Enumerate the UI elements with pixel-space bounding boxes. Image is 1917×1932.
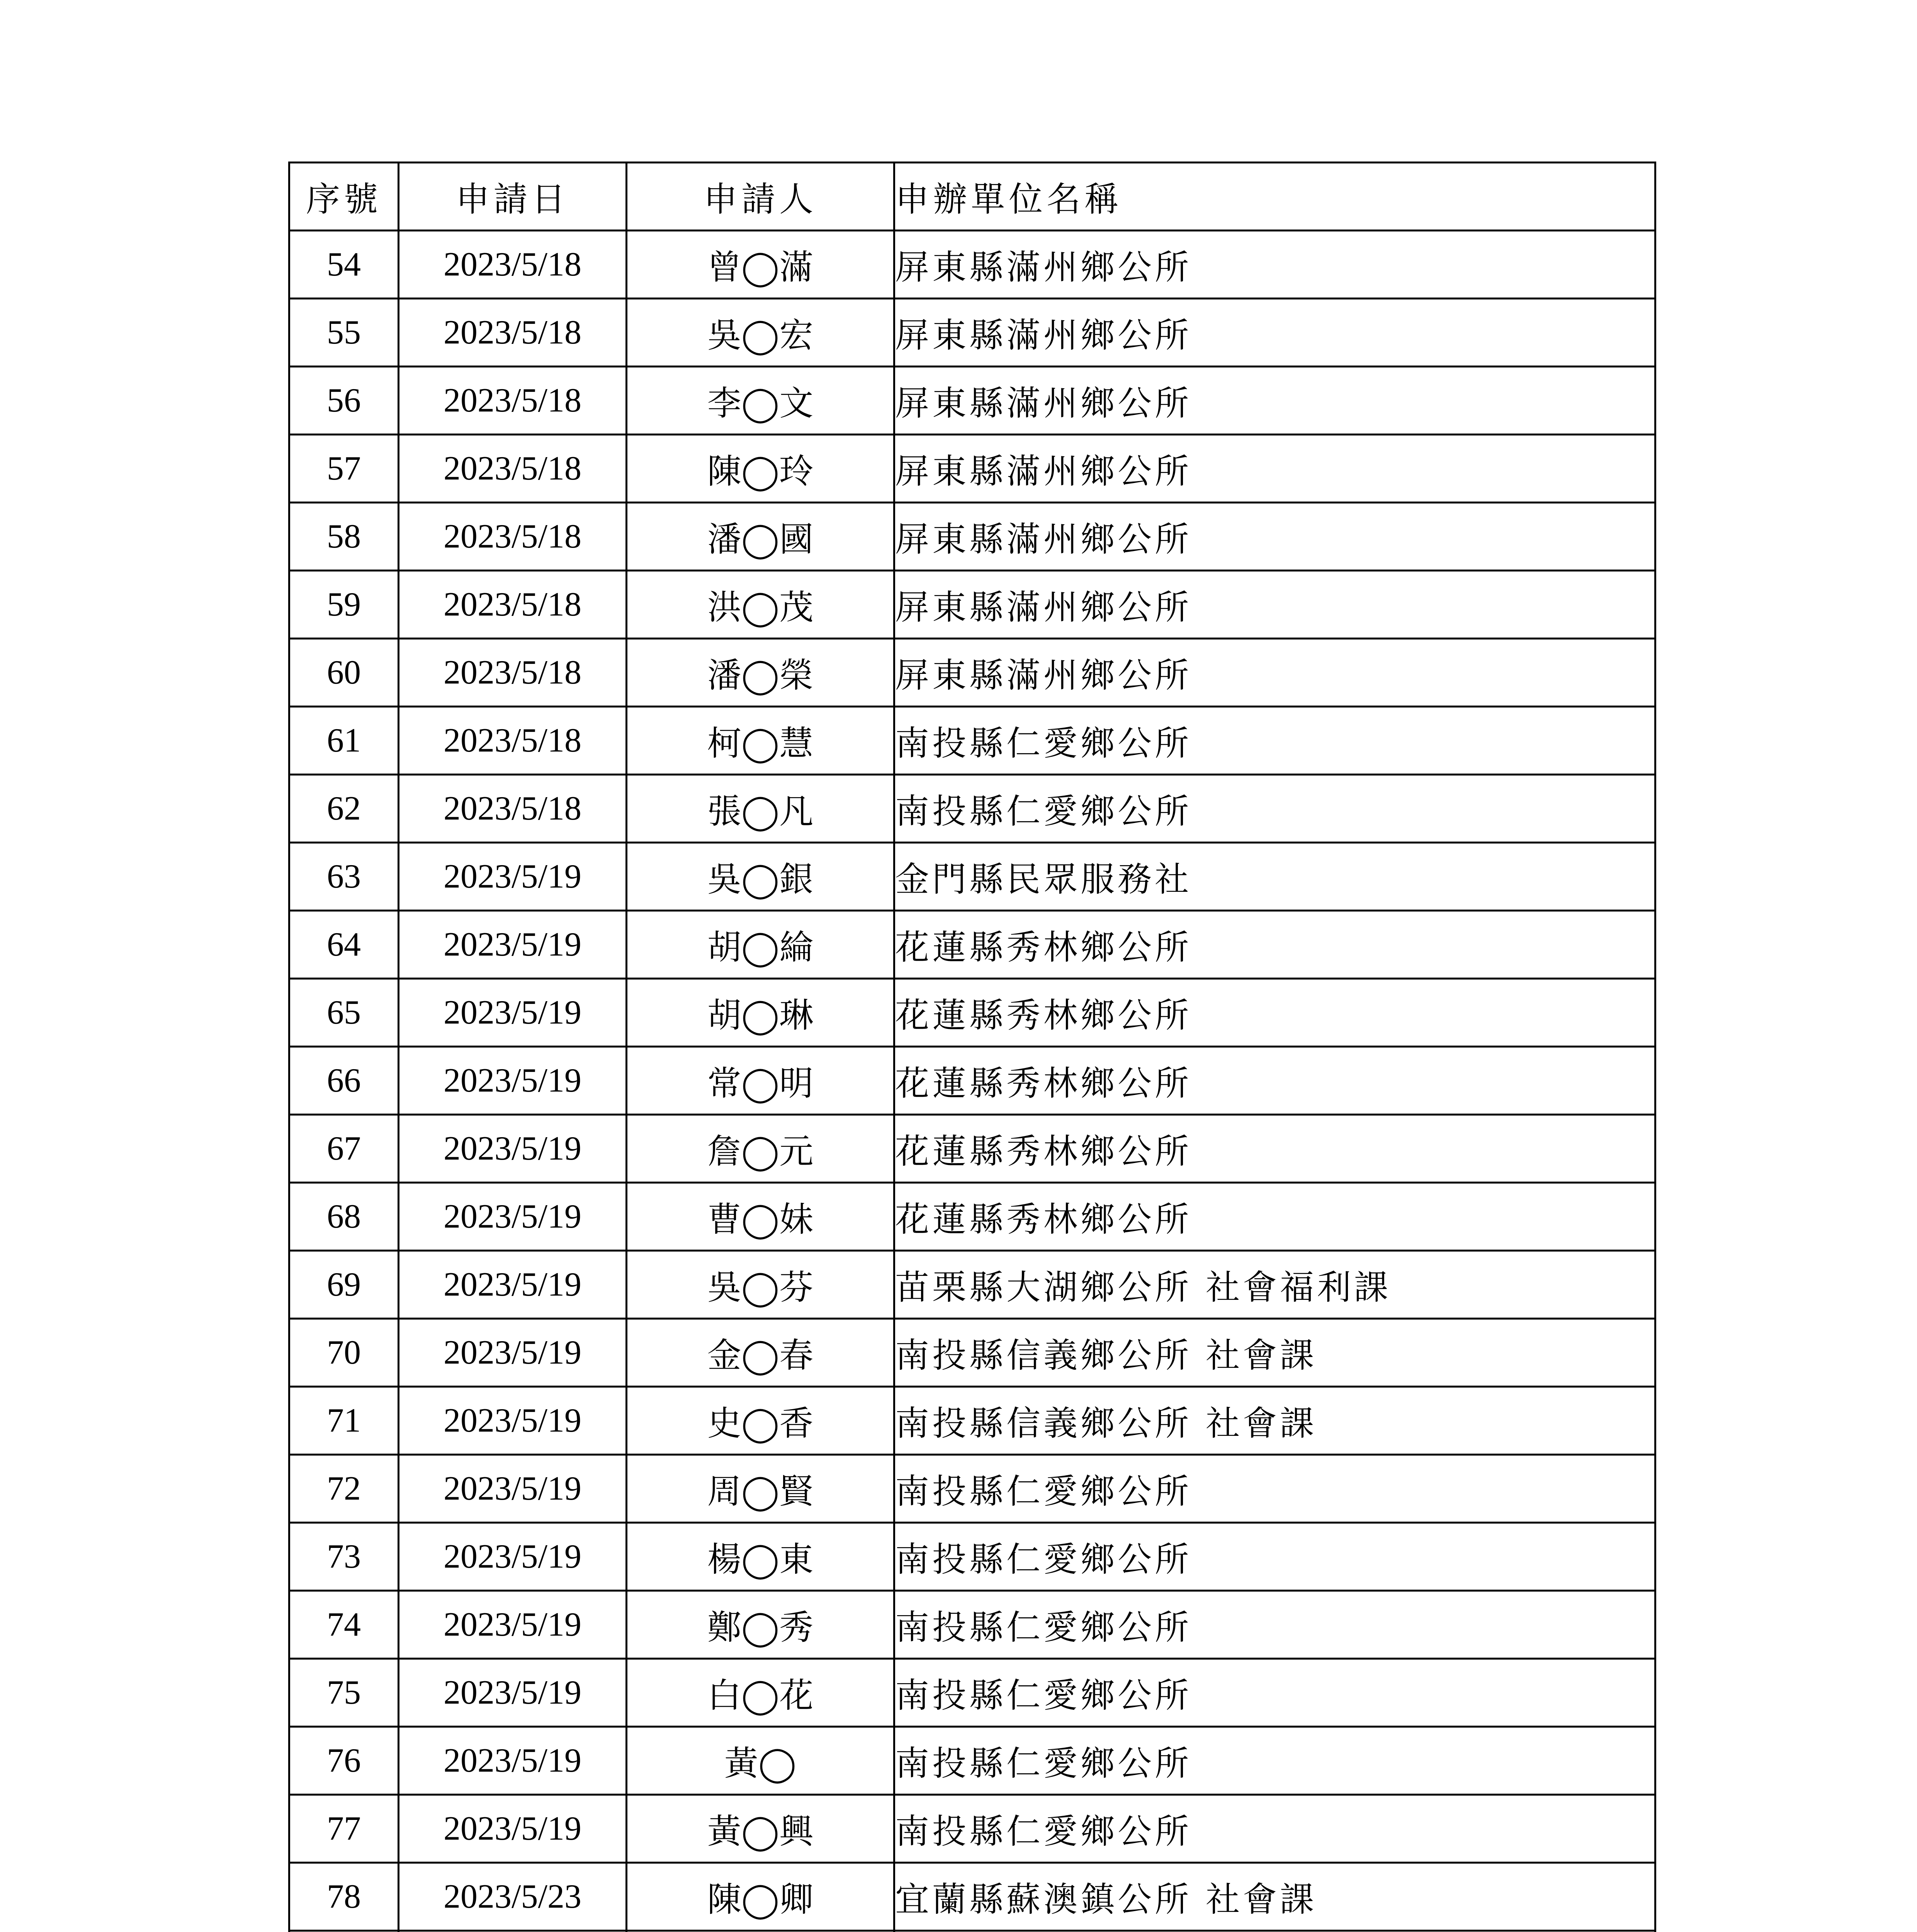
cell-unit-name: 屏東縣滿州鄉公所 [894, 503, 1655, 571]
table-row [289, 503, 1655, 571]
cell-unit-name: 南投縣仁愛鄉公所 [894, 707, 1655, 775]
cell-unit-name: 屏東縣滿州鄉公所 [894, 571, 1655, 639]
cell-serial-number: 76 [289, 1727, 399, 1795]
cell-unit-name: 南投縣信義鄉公所 社會課 [894, 1387, 1655, 1455]
cell-unit-name: 花蓮縣秀林鄉公所 [894, 1183, 1655, 1251]
table-row [289, 1183, 1655, 1251]
cell-unit-name: 屏東縣滿州鄉公所 [894, 231, 1655, 299]
cell-unit-name: 金門縣民眾服務社 [894, 843, 1655, 911]
cell-application-date: 2023/5/19 [399, 1183, 627, 1251]
cell-application-date: 2023/5/18 [399, 367, 627, 435]
cell-serial-number [289, 1931, 399, 1932]
cell-applicant: 陳◯卿 [627, 1863, 894, 1931]
cell-application-date [399, 1931, 627, 1932]
cell-applicant: 胡◯琳 [627, 979, 894, 1047]
cell-application-date: 2023/5/18 [399, 571, 627, 639]
cell-serial-number: 77 [289, 1795, 399, 1863]
table-row [289, 843, 1655, 911]
applicant-table [288, 162, 1656, 1932]
cell-application-date: 2023/5/18 [399, 231, 627, 299]
header-row [289, 163, 1655, 231]
header-applicant: 申請人 [627, 163, 894, 231]
cell-applicant: 史◯香 [627, 1387, 894, 1455]
cell-application-date: 2023/5/19 [399, 1591, 627, 1659]
cell-unit-name: 南投縣仁愛鄉公所 [894, 1659, 1655, 1727]
cell-applicant [627, 1931, 894, 1932]
table-row [289, 1863, 1655, 1931]
cell-applicant: 潘◯國 [627, 503, 894, 571]
cell-serial-number: 57 [289, 435, 399, 503]
cell-application-date: 2023/5/18 [399, 639, 627, 707]
cell-applicant: 曾◯滿 [627, 231, 894, 299]
table-row [289, 1931, 1655, 1932]
cell-application-date: 2023/5/19 [399, 1727, 627, 1795]
cell-applicant: 鄭◯秀 [627, 1591, 894, 1659]
table-row [289, 299, 1655, 367]
table-row [289, 1115, 1655, 1183]
table-row [289, 1319, 1655, 1387]
cell-application-date: 2023/5/19 [399, 1047, 627, 1115]
cell-unit-name: 花蓮縣秀林鄉公所 [894, 979, 1655, 1047]
cell-unit-name: 南投縣仁愛鄉公所 [894, 775, 1655, 843]
cell-applicant: 陳◯玲 [627, 435, 894, 503]
cell-unit-name: 花蓮縣秀林鄉公所 [894, 1047, 1655, 1115]
cell-applicant: 潘◯榮 [627, 639, 894, 707]
table-row [289, 1523, 1655, 1591]
table-body [289, 231, 1655, 1932]
cell-unit-name: 南投縣仁愛鄉公所 [894, 1455, 1655, 1523]
header-unit-name: 申辦單位名稱 [894, 163, 1655, 231]
cell-unit-name: 屏東縣滿州鄉公所 [894, 367, 1655, 435]
cell-application-date: 2023/5/19 [399, 1115, 627, 1183]
cell-serial-number: 55 [289, 299, 399, 367]
cell-serial-number: 72 [289, 1455, 399, 1523]
cell-unit-name: 南投縣仁愛鄉公所 [894, 1591, 1655, 1659]
table-row [289, 1591, 1655, 1659]
cell-application-date: 2023/5/19 [399, 1251, 627, 1319]
cell-serial-number: 68 [289, 1183, 399, 1251]
cell-applicant: 黃◯ [627, 1727, 894, 1795]
table-row [289, 231, 1655, 299]
cell-unit-name: 宜蘭縣蘇澳鎮公所 社會課 [894, 1863, 1655, 1931]
cell-serial-number: 75 [289, 1659, 399, 1727]
cell-applicant: 張◯凡 [627, 775, 894, 843]
cell-application-date: 2023/5/19 [399, 911, 627, 979]
table-row [289, 639, 1655, 707]
cell-application-date: 2023/5/19 [399, 1455, 627, 1523]
cell-application-date: 2023/5/18 [399, 503, 627, 571]
cell-serial-number: 78 [289, 1863, 399, 1931]
cell-unit-name: 花蓮縣秀林鄉公所 [894, 1115, 1655, 1183]
cell-unit-name: 南投縣仁愛鄉公所 [894, 1795, 1655, 1863]
cell-application-date: 2023/5/18 [399, 775, 627, 843]
table-row [289, 911, 1655, 979]
cell-applicant: 金◯春 [627, 1319, 894, 1387]
cell-applicant: 周◯賢 [627, 1455, 894, 1523]
cell-unit-name: 花蓮縣秀林鄉公所 [894, 911, 1655, 979]
cell-unit-name: 南投縣信義鄉公所 社會課 [894, 1319, 1655, 1387]
cell-serial-number: 73 [289, 1523, 399, 1591]
cell-applicant: 胡◯綸 [627, 911, 894, 979]
cell-serial-number: 62 [289, 775, 399, 843]
cell-serial-number: 69 [289, 1251, 399, 1319]
table-row [289, 1727, 1655, 1795]
cell-serial-number: 63 [289, 843, 399, 911]
header-serial-number: 序號 [289, 163, 399, 231]
cell-application-date: 2023/5/18 [399, 299, 627, 367]
cell-serial-number: 56 [289, 367, 399, 435]
cell-application-date: 2023/5/19 [399, 1659, 627, 1727]
table-row [289, 1455, 1655, 1523]
cell-applicant: 吳◯銀 [627, 843, 894, 911]
table-header [289, 163, 1655, 231]
cell-application-date: 2023/5/19 [399, 1795, 627, 1863]
cell-unit-name: 南投縣仁愛鄉公所 [894, 1523, 1655, 1591]
table-row [289, 367, 1655, 435]
cell-unit-name [894, 1931, 1655, 1932]
cell-unit-name: 苗栗縣大湖鄉公所 社會福利課 [894, 1251, 1655, 1319]
cell-applicant: 黃◯興 [627, 1795, 894, 1863]
table-row [289, 571, 1655, 639]
cell-serial-number: 71 [289, 1387, 399, 1455]
cell-application-date: 2023/5/23 [399, 1863, 627, 1931]
cell-application-date: 2023/5/19 [399, 1523, 627, 1591]
cell-serial-number: 58 [289, 503, 399, 571]
cell-serial-number: 64 [289, 911, 399, 979]
table-row [289, 1795, 1655, 1863]
cell-unit-name: 南投縣仁愛鄉公所 [894, 1727, 1655, 1795]
cell-serial-number: 61 [289, 707, 399, 775]
cell-application-date: 2023/5/19 [399, 1319, 627, 1387]
cell-application-date: 2023/5/19 [399, 1387, 627, 1455]
cell-application-date: 2023/5/18 [399, 707, 627, 775]
cell-serial-number: 59 [289, 571, 399, 639]
cell-unit-name: 屏東縣滿州鄉公所 [894, 299, 1655, 367]
cell-applicant: 洪◯茂 [627, 571, 894, 639]
cell-application-date: 2023/5/18 [399, 435, 627, 503]
table-row [289, 775, 1655, 843]
table-row [289, 1251, 1655, 1319]
cell-application-date: 2023/5/19 [399, 843, 627, 911]
table-row [289, 1047, 1655, 1115]
table-row [289, 1659, 1655, 1727]
table-row [289, 435, 1655, 503]
cell-application-date: 2023/5/19 [399, 979, 627, 1047]
cell-serial-number: 65 [289, 979, 399, 1047]
cell-applicant: 楊◯東 [627, 1523, 894, 1591]
table-row [289, 979, 1655, 1047]
cell-applicant: 曹◯妹 [627, 1183, 894, 1251]
cell-serial-number: 67 [289, 1115, 399, 1183]
table-row [289, 1387, 1655, 1455]
cell-applicant: 常◯明 [627, 1047, 894, 1115]
cell-applicant: 詹◯元 [627, 1115, 894, 1183]
cell-serial-number: 60 [289, 639, 399, 707]
cell-serial-number: 74 [289, 1591, 399, 1659]
cell-applicant: 白◯花 [627, 1659, 894, 1727]
header-application-date: 申請日 [399, 163, 627, 231]
cell-applicant: 柯◯慧 [627, 707, 894, 775]
cell-applicant: 吳◯芬 [627, 1251, 894, 1319]
cell-unit-name: 屏東縣滿州鄉公所 [894, 639, 1655, 707]
cell-serial-number: 54 [289, 231, 399, 299]
cell-applicant: 吳◯宏 [627, 299, 894, 367]
table-row [289, 707, 1655, 775]
cell-serial-number: 66 [289, 1047, 399, 1115]
cell-applicant: 李◯文 [627, 367, 894, 435]
cell-serial-number: 70 [289, 1319, 399, 1387]
cell-unit-name: 屏東縣滿州鄉公所 [894, 435, 1655, 503]
